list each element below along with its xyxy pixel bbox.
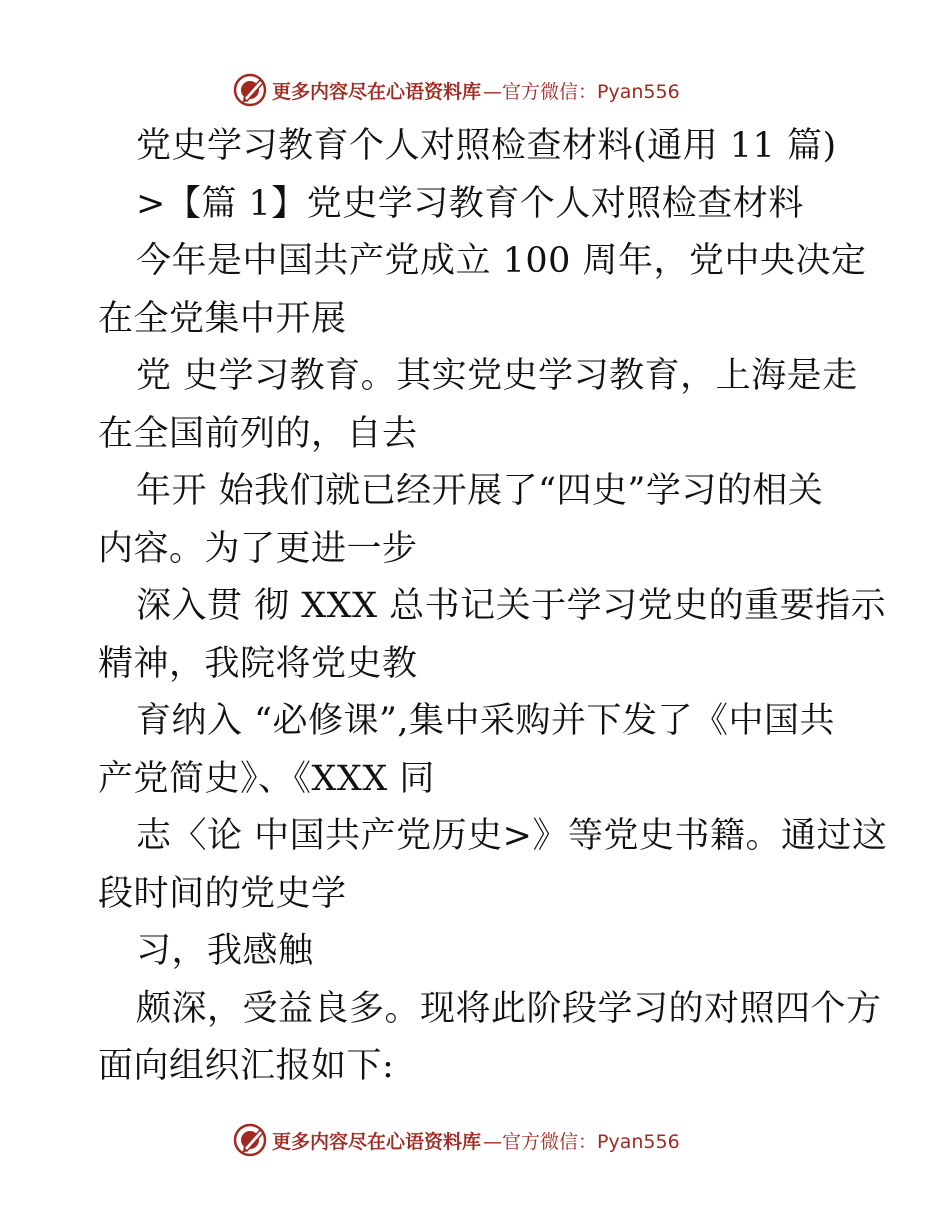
footer-watermark — [232, 1120, 680, 1160]
footer-contact-text: —官方微信：Pyan556 — [483, 1130, 680, 1153]
paragraph-line: 面向组织汇报如下: — [98, 1046, 395, 1086]
paragraph-line: 精神，我院将党史教 — [98, 643, 418, 684]
paragraph-line: 在全党集中开展 — [98, 298, 347, 339]
header-site-text: 更多内容尽在心语资料库 — [272, 80, 482, 103]
paragraph-line: 内容。为了更进一步 — [98, 528, 418, 569]
paragraph-line: 党 史学习教育。其实党史学习教育，上海是走 — [136, 356, 858, 396]
footer-site-text: 更多内容尽在心语资料库 — [272, 1130, 482, 1153]
pen-logo-icon — [232, 1122, 268, 1158]
paragraph-line: 年开 始我们就已经开展了“四史”学习的相关 — [136, 471, 824, 511]
paragraph-line: 深入贯 彻 XXX 总书记关于学习党史的重要指示 — [136, 586, 887, 626]
section-heading: >【篇 1】党史学习教育个人对照检查材料 — [136, 183, 804, 224]
paragraph-line: 习，我感触 — [136, 931, 314, 971]
pen-logo-icon — [232, 72, 268, 108]
paragraph-line: 育纳入 “必修课”,集中采购并下发了《中国共 — [136, 701, 836, 741]
paragraph-line: 产党简史》、《XXX 同 — [98, 758, 435, 799]
paragraph-line: 在全国前列的，自去 — [98, 413, 418, 454]
header-watermark — [232, 70, 680, 110]
paragraph-line: 志〈论 中国共产党历史>》等党史书籍。通过这 — [136, 816, 888, 856]
paragraph-line: 段时间的党史学 — [98, 873, 347, 914]
document-title: 党史学习教育个人对照检查材料(通用 11 篇) — [136, 126, 837, 166]
document-body — [98, 118, 888, 1096]
paragraph-line: 颇深，受益良多。现将此阶段学习的对照四个方 — [136, 988, 882, 1029]
header-contact-text: —官方微信：Pyan556 — [483, 80, 680, 103]
paragraph-line: 今年是中国共产党成立 100 周年，党中央决定 — [136, 241, 867, 281]
